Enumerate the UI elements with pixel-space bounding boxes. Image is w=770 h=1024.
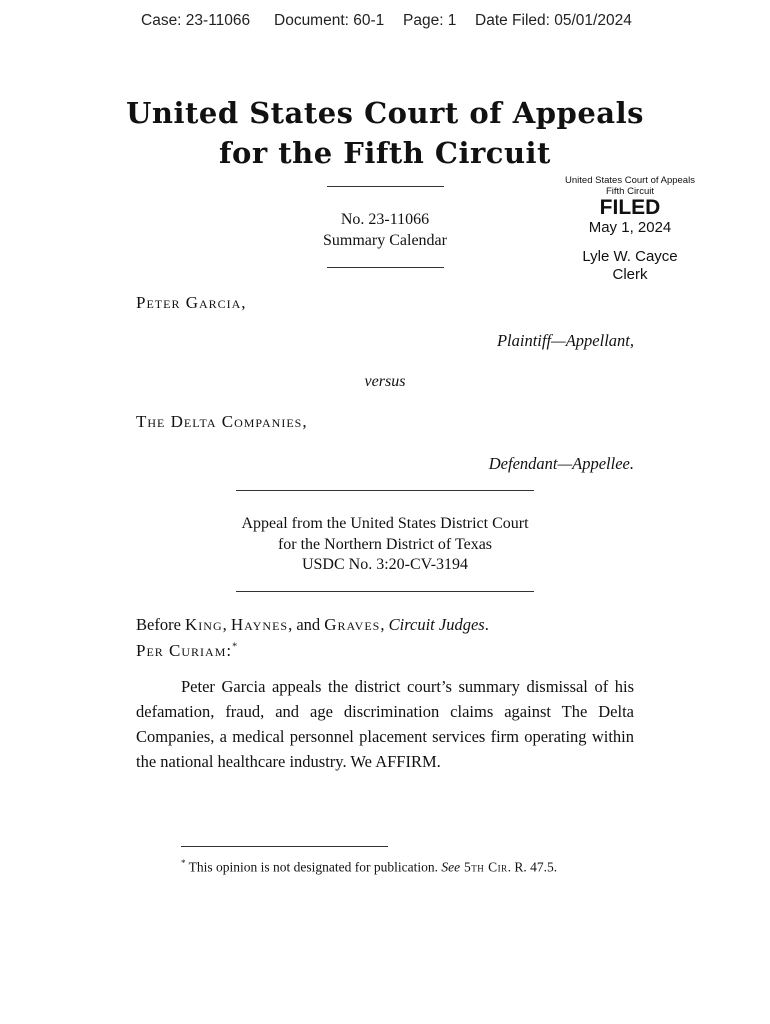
appeal-rule-bottom — [236, 591, 534, 592]
stamp-court: United States Court of Appeals — [565, 175, 695, 186]
per-curiam-label: Per Curiam: — [136, 641, 233, 660]
plaintiff-name: Peter Garcia, — [136, 293, 247, 312]
panel-sep1: , — [222, 615, 231, 634]
panel-before: Before — [136, 615, 186, 634]
defendant-role: Defendant—Appellee. — [488, 454, 634, 473]
opinion-paragraph — [136, 674, 634, 774]
appeal-line1: Appeal from the United States District Court — [241, 515, 529, 532]
docket-rule-bottom — [327, 267, 444, 268]
defendant-name: The Delta Companies, — [136, 412, 308, 431]
footnote-rule-suffix: . R. 47.5. — [507, 859, 558, 875]
per-curiam-footnote-marker: * — [232, 641, 238, 653]
judge-king: King — [185, 615, 223, 634]
judge-graves: Graves — [324, 615, 381, 634]
per-curiam — [136, 641, 237, 661]
court-title-line1: United States Court of Appeals — [126, 96, 644, 130]
stamp-filed: FILED — [599, 196, 661, 219]
document-number-header: Document: 60-1 — [274, 12, 385, 29]
versus-text: versus — [364, 373, 406, 390]
footnote-rule — [181, 846, 388, 847]
opinion-text: Peter Garcia appeals the district court’s summary dismissal of his defamation, fraud, and age discrimination claims against The Delta Companies, a medical personnel placement services firm operating within the national healthcare industry. We AFFIRM. — [136, 677, 634, 771]
panel-sep3: , — [380, 615, 389, 634]
stamp-date: May 1, 2024 — [588, 219, 672, 236]
appeal-line2: for the Northern District of Texas — [277, 536, 493, 553]
judge-haynes: Haynes — [230, 615, 289, 634]
stamp-circuit: Fifth Circuit — [605, 186, 655, 197]
plaintiff-role: Plaintiff—Appellant, — [496, 331, 634, 350]
docket-number: No. 23-11066 — [340, 211, 430, 228]
footnote-marker: * — [181, 858, 186, 868]
panel-sep2: , and — [288, 615, 325, 634]
footnote-rule-cite: 5th Cir — [460, 859, 508, 875]
docket-rule-top — [327, 186, 444, 187]
court-title-line2: for the Fifth Circuit — [219, 136, 551, 170]
footnote-text: This opinion is not designated for publication. — [185, 859, 442, 875]
stamp-clerk-title: Clerk — [612, 266, 648, 283]
date-filed-header: Date Filed: 05/01/2024 — [475, 12, 632, 29]
page-number-header: Page: 1 — [403, 12, 457, 29]
panel-title: Circuit Judges — [388, 615, 485, 634]
docket-calendar: Summary Calendar — [323, 232, 447, 249]
panel-end: . — [484, 615, 489, 634]
footnote-see: See — [441, 859, 461, 875]
case-number-header: Case: 23-11066 — [141, 12, 251, 29]
stamp-clerk-name: Lyle W. Cayce — [582, 248, 678, 265]
appeal-rule-top — [236, 490, 534, 491]
footnote — [181, 858, 557, 876]
appeal-line3: USDC No. 3:20-CV-3194 — [301, 556, 469, 573]
panel-line — [136, 615, 489, 635]
